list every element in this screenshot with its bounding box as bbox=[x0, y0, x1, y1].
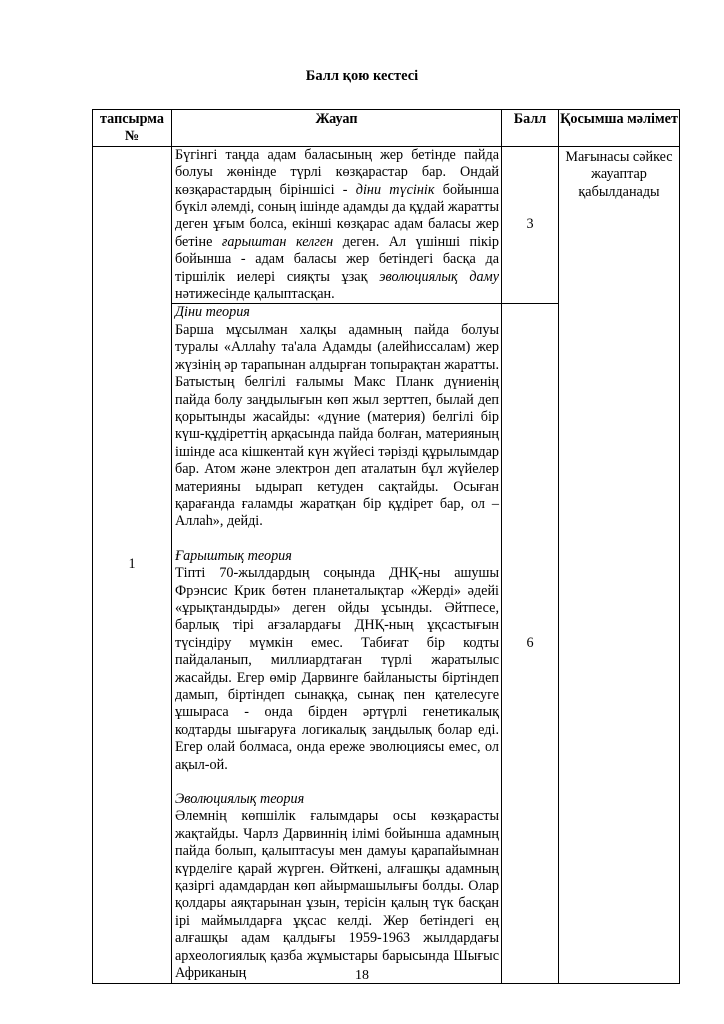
answer-cell-intro bbox=[172, 146, 502, 304]
theory-text-space: Тіпті 70-жылдардың соңында ДНҚ-ны ашушы Фрэнсис Крик бөтен планеталықтар «Жерді» әдейі «ұрықтандырды» деген ойды ұсынды. Әйтпесе, барлық тірі ағзалардағы ДНҚ-ның ұқсастығын түсіндіру мүмкін емес. Табиғат бір кодты пайдаланып, миллиардтаған түрлі жаратылыс жасайды. Егер өмір Дарвинге байланысты біртіндеп дамып, біртіндеп сынаққа, сынақ пен қателесуге ұшыраса - онда бірден әртүрлі генетикалық кодтарды шығаруға логикалық заңдылық болар еді. Егер олай болмаса, онда ереже эволюциясы емес, ол ақыл-ой. bbox=[175, 565, 499, 773]
theory-heading-religious: Діни теория bbox=[175, 304, 250, 321]
answer-cell-theories bbox=[172, 304, 502, 983]
score-cell-intro: 3 bbox=[502, 146, 559, 304]
header-answer: Жауап bbox=[172, 110, 502, 147]
theory-heading-space: Ғарыштық теория bbox=[175, 547, 292, 564]
intro-text-3: деген. Ал үшінші пікір бойынша - адам баласы жер бетіндегі басқа да тіршілік иелері сияқты ұзақ bbox=[175, 233, 499, 285]
intro-text-2: бойынша бүкіл әлемді, соның ішінде адамды да құдай жаратты деген ұғым болса, екінші көзқарас адам баласы жер бетіне bbox=[175, 181, 499, 250]
intro-italic-3: эволюциялық даму bbox=[379, 268, 499, 285]
intro-italic-1: діни түсінік bbox=[355, 181, 435, 198]
theory-text-religious: Барша мұсылман халқы адамның пайда болуы туралы «Аллаһу та'ала Адамды (алейһиссалам) жер жүзінің әр тарапынан алдырған топырақтан жаратты. Батыстың белгілі ғалымы Макс Планк дүниенің пайда болу заңдылығын көп жыл зерттеп, былай деп қорытынды жасайды: «дүние (материя) белгілі бір күш-құдіреттің арқасында пайда болған, материяның ішінде аса кішкентай күн жүйесі тәрізді құрылымдар бар. Атом және электрон деп аталатын бұл жүйелер материяны ыдырап кетуден сақтайды. Осыған қарағанда ғаламды жаратқан бір құдірет бар, ол – Аллаһ», дейді. bbox=[175, 321, 499, 530]
intro-text-4: нәтижесінде қалыптасқан. bbox=[175, 286, 335, 303]
page-number: 18 bbox=[355, 968, 369, 983]
theory-text-evolution: Әлемнің көпшілік ғалымдары осы көзқарасты жақтайды. Чарлз Дарвиннің ілімі бойынша адамның пайда болып, қалыптасуы мен дамуы қарапайымнан күрделіге қарай жүрген. Өйткені, алғашқы адамның қазіргі адамдардан көп айырмашылығы болды. Олар қолдары аяқтарынан ұзын, терісін қалың түк басқан ірі маймылдарға ұқсас келді. Жер бетіндегі ең алғашқы адам қалдығы 1959-1963 жылдардағы археологиялық қазба жұмыстары барысында Шығыс Африканың bbox=[175, 808, 499, 982]
intro-paragraph bbox=[175, 147, 499, 304]
table-row bbox=[93, 146, 680, 304]
theory-heading-evolution: Эволюциялық теория bbox=[175, 791, 305, 808]
intro-italic-2: ғарыштан келген bbox=[221, 233, 334, 250]
header-score: Балл bbox=[502, 110, 559, 147]
intro-text-1: Бүгінгі таңда адам баласының жер бетінде пайда болуы жөнінде түрлі көзқарастар бар. Ондай көзқарастардың біріншісі - bbox=[175, 146, 499, 198]
score-cell-theories: 6 bbox=[502, 304, 559, 983]
page-title: Балл қою кестесі bbox=[305, 68, 419, 84]
table-header-row bbox=[93, 110, 680, 147]
task-number-cell: 1 bbox=[93, 146, 172, 983]
header-extra: Қосымша мәлімет bbox=[559, 110, 680, 147]
header-task: тапсырма № bbox=[93, 110, 172, 147]
extra-note-cell: Мағынасы сәйкес жауаптар қабылданады bbox=[559, 146, 680, 983]
scoring-table bbox=[92, 109, 680, 984]
